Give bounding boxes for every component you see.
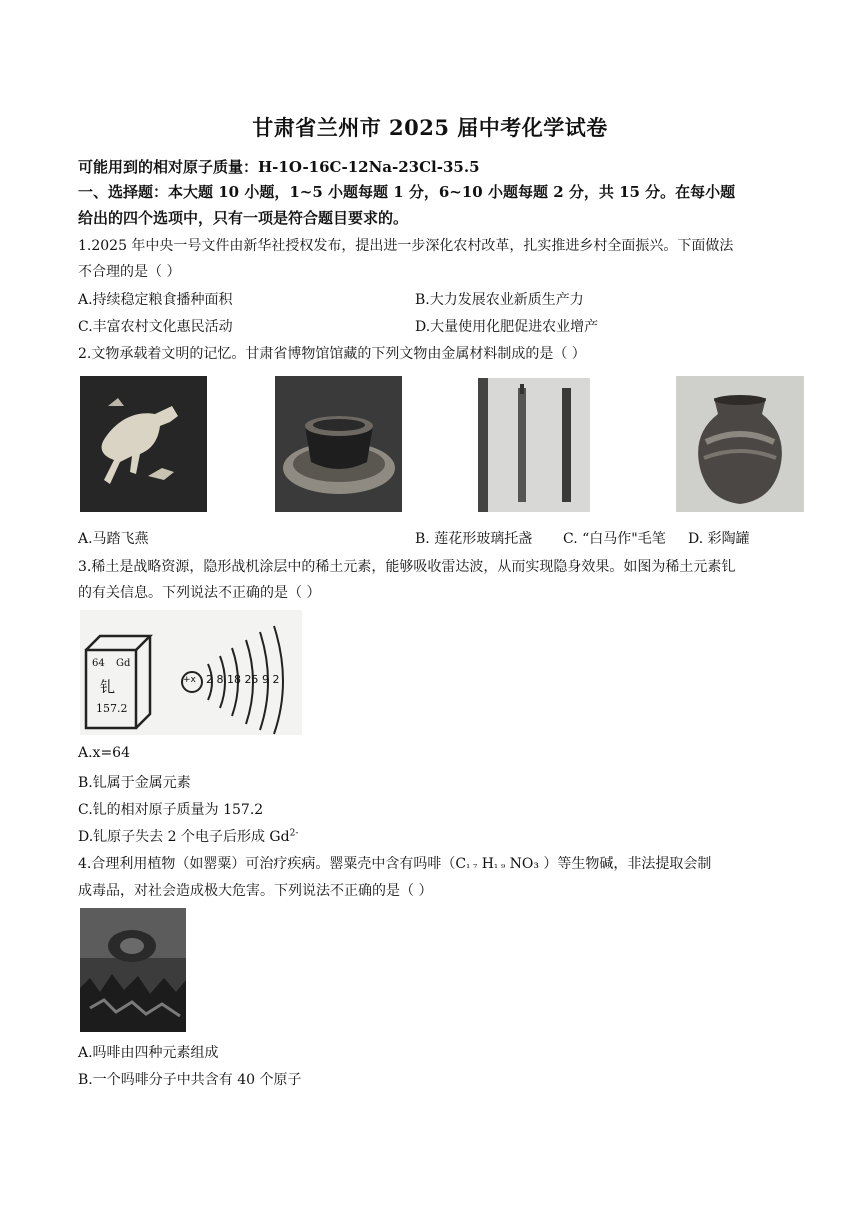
- q3-option-a[interactable]: A.x=64: [78, 745, 131, 761]
- hydrogen-label: H: [477, 856, 494, 872]
- q3-stem-line1: 3.稀土是战略资源，隐形战机涂层中的稀土元素，能够吸收雷达波，从而实现隐身效果。如图为稀土元素钆: [78, 559, 736, 575]
- q4-option-b[interactable]: B.一个吗啡分子中共含有 40 个原子: [78, 1072, 302, 1088]
- carbon-subscript: ₁ ₇: [466, 860, 478, 871]
- q3-option-d-text: D.钆原子失去 2 个电子后形成 Gd: [78, 829, 290, 845]
- exam-title: 甘肃省兰州市 2025 届中考化学试卷: [252, 115, 608, 140]
- element-symbol: Gd: [116, 658, 131, 669]
- q1-stem-line2: 不合理的是（ ）: [78, 264, 181, 280]
- lotus-glass-cup-photo: [275, 376, 402, 512]
- q4-stem-pre: 4.合理利用植物（如罂粟）可治疗疾病。罂粟壳中含有吗啡（C: [78, 856, 467, 872]
- painted-pottery-jar-photo: [676, 376, 804, 512]
- q4-stem-line2: 成毒品，对社会造成极大危害。下列说法不正确的是（ ）: [78, 883, 433, 899]
- element-number: 64: [92, 658, 105, 669]
- section-heading-line2: 给出的四个选项中，只有一项是符合题目要求的。: [78, 209, 409, 227]
- q3-option-c[interactable]: C.钆的相对原子质量为 157.2: [78, 802, 264, 818]
- q1-option-d[interactable]: D.大量使用化肥促进农业增产: [415, 319, 599, 335]
- q2-stem: 2.文物承载着文明的记忆。甘肃省博物馆馆藏的下列文物由金属材料制成的是（ ）: [78, 346, 586, 362]
- q1-option-a[interactable]: A.持续稳定粮食播种面积: [78, 292, 233, 308]
- poppy-photo: [80, 908, 186, 1032]
- q2-option-b[interactable]: B. 莲花形玻璃托盏: [415, 531, 533, 547]
- q4-option-a[interactable]: A.吗啡由四种元素组成: [78, 1045, 219, 1061]
- element-mass: 157.2: [96, 702, 128, 715]
- hydrogen-subscript: ₁ ₉: [493, 860, 506, 871]
- q1-stem-line1: 1.2025 年中央一号文件由新华社授权发布，提出进一步深化农村改革，扎实推进乡村全面振兴。下面做法: [78, 238, 734, 254]
- q2-option-a[interactable]: A.马踏飞燕: [78, 531, 149, 547]
- atomic-mass-line: 可能用到的相对原子质量：H-1O-16C-12Na-23Cl-35.5: [78, 158, 480, 176]
- q4-stem-post: NO₃ ）等生物碱，非法提取会制: [505, 856, 712, 872]
- ion-charge: 2-: [289, 828, 299, 839]
- white-horse-brush-photo: [478, 378, 590, 512]
- q2-option-c[interactable]: C. “白马作"毛笔: [563, 531, 666, 547]
- nucleus-charge: +x: [183, 675, 196, 685]
- horse-bronze-photo: [80, 376, 207, 512]
- element-name: 钆: [100, 678, 116, 696]
- q2-option-d[interactable]: D. 彩陶罐: [688, 531, 750, 547]
- q1-option-b[interactable]: B.大力发展农业新质生产力: [415, 292, 584, 308]
- section-heading-line1: 一、选择题：本大题 10 小题，1~5 小题每题 1 分，6~10 小题每题 2 分，共 15 分。在每小题: [78, 183, 736, 201]
- electron-shells: 2 8 18 25 9 2: [206, 673, 280, 686]
- q3-option-b[interactable]: B.钆属于金属元素: [78, 775, 191, 791]
- gadolinium-info-figure: [80, 610, 302, 735]
- q3-stem-line2: 的有关信息。下列说法不正确的是（ ）: [78, 585, 321, 601]
- q3-option-d[interactable]: [78, 826, 298, 846]
- q1-option-c[interactable]: C.丰富农村文化惠民活动: [78, 319, 233, 335]
- q4-stem-line1: [78, 853, 711, 873]
